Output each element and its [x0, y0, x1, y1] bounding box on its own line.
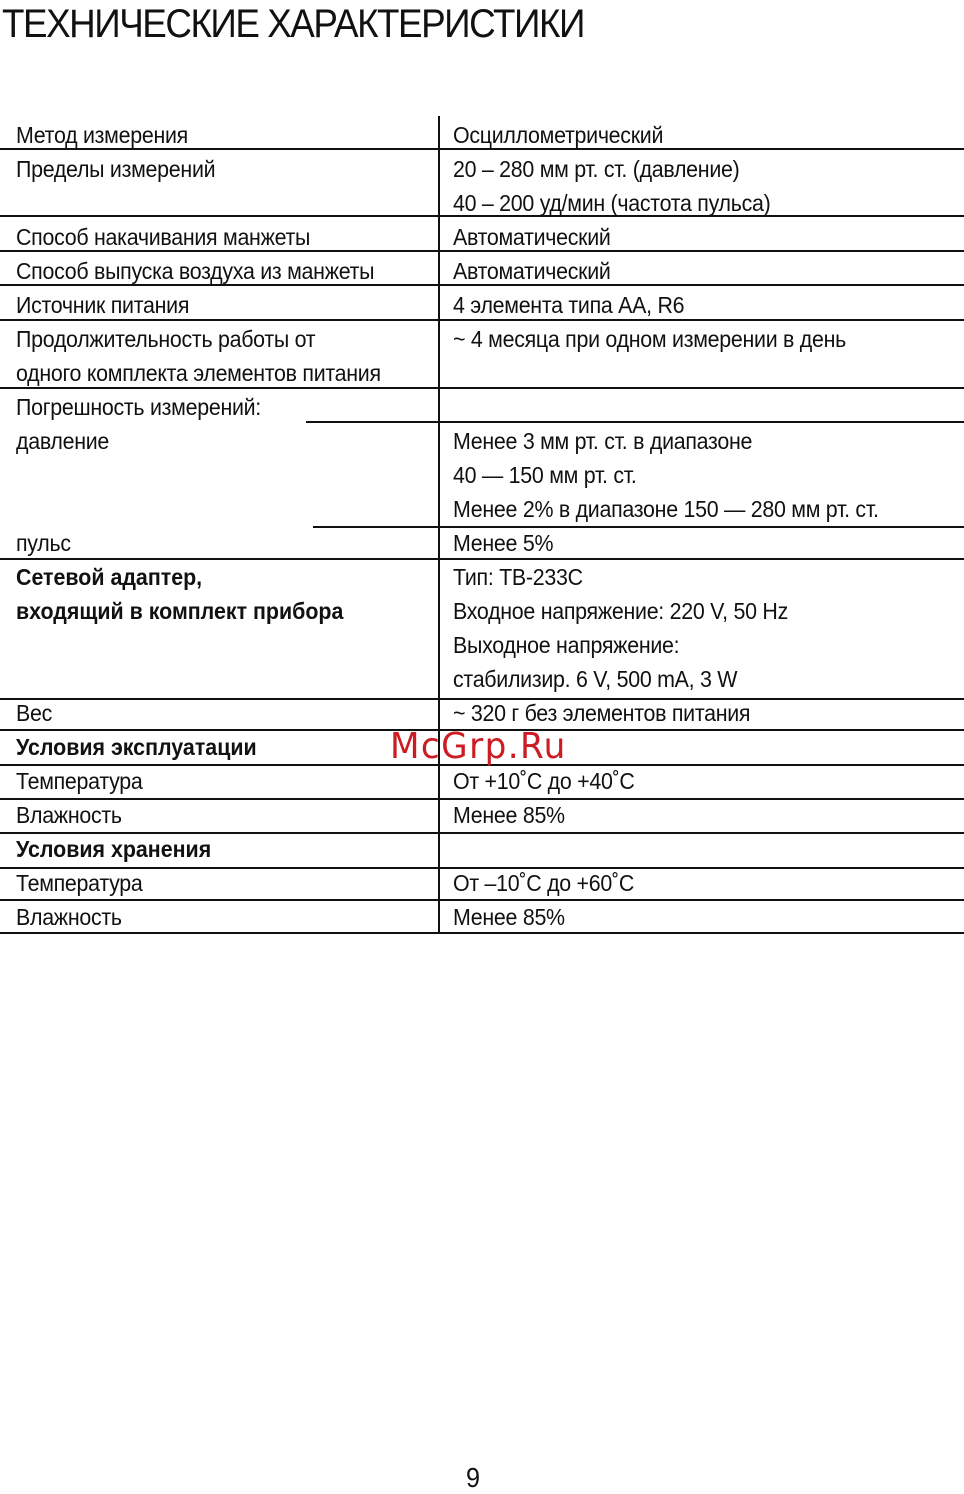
storage-humidity-value: Менее 85%: [453, 904, 565, 930]
adapter-label-line2: входящий в комплект прибора: [16, 598, 344, 624]
storage-humidity-label: Влажность: [16, 904, 122, 930]
accuracy-pressure-value-3: Менее 2% в диапазоне 150 — 280 мм рт. ст.: [453, 496, 879, 522]
adapter-type: Тип: TB-233C: [453, 564, 583, 590]
storage-temp-value: От –10˚С до +60˚С: [453, 870, 635, 896]
accuracy-label: Погрешность измерений:: [16, 394, 261, 420]
battery-life-label-line1: Продолжительность работы от: [16, 326, 316, 352]
accuracy-pulse-label: пульс: [16, 530, 71, 556]
adapter-output-label: Выходное напряжение:: [453, 632, 680, 658]
battery-life-value: ~ 4 месяца при одном измерении в день: [453, 326, 846, 352]
method-label: Метод измерения: [16, 122, 188, 148]
limits-value-pressure: 20 – 280 мм рт. ст. (давление): [453, 156, 740, 182]
operating-humidity-label: Влажность: [16, 802, 122, 828]
battery-life-label-line2: одного комплекта элементов питания: [16, 360, 381, 386]
weight-label: Вес: [16, 700, 53, 726]
power-label: Источник питания: [16, 292, 190, 318]
weight-value: ~ 320 г без элементов питания: [453, 700, 751, 726]
adapter-label-line1: Сетевой адаптер,: [16, 564, 203, 590]
accuracy-pressure-value-1: Менее 3 мм рт. ст. в диапазоне: [453, 428, 753, 454]
accuracy-pressure-label: давление: [16, 428, 110, 454]
row-divider: [313, 526, 964, 528]
operating-humidity-value: Менее 85%: [453, 802, 565, 828]
limits-label: Пределы измерений: [16, 156, 216, 182]
column-divider: [438, 116, 440, 934]
row-divider: [306, 421, 964, 423]
operating-heading: Условия эксплуатации: [16, 734, 257, 760]
operating-temp-label: Температура: [16, 768, 143, 794]
operating-temp-value: От +10˚С до +40˚С: [453, 768, 635, 794]
deflation-value: Автоматический: [453, 258, 611, 284]
limits-value-pulse: 40 – 200 уд/мин (частота пульса): [453, 190, 771, 216]
adapter-output-value: стабилизир. 6 V, 500 mA, 3 W: [453, 666, 738, 692]
inflation-label: Способ накачивания манжеты: [16, 224, 311, 250]
adapter-input-voltage: Входное напряжение: 220 V, 50 Hz: [453, 598, 788, 624]
deflation-label: Способ выпуска воздуха из манжеты: [16, 258, 375, 284]
method-value: Осциллометрический: [453, 122, 664, 148]
page-title: ТЕХНИЧЕСКИЕ ХАРАКТЕРИСТИКИ: [2, 2, 584, 46]
inflation-value: Автоматический: [453, 224, 611, 250]
watermark: McGrp.Ru: [390, 726, 567, 767]
power-value: 4 элемента типа AA, R6: [453, 292, 685, 318]
accuracy-pressure-value-2: 40 — 150 мм рт. ст.: [453, 462, 637, 488]
storage-temp-label: Температура: [16, 870, 143, 896]
storage-heading: Условия хранения: [16, 836, 212, 862]
accuracy-pulse-value: Менее 5%: [453, 530, 554, 556]
page-number: 9: [466, 1462, 481, 1493]
